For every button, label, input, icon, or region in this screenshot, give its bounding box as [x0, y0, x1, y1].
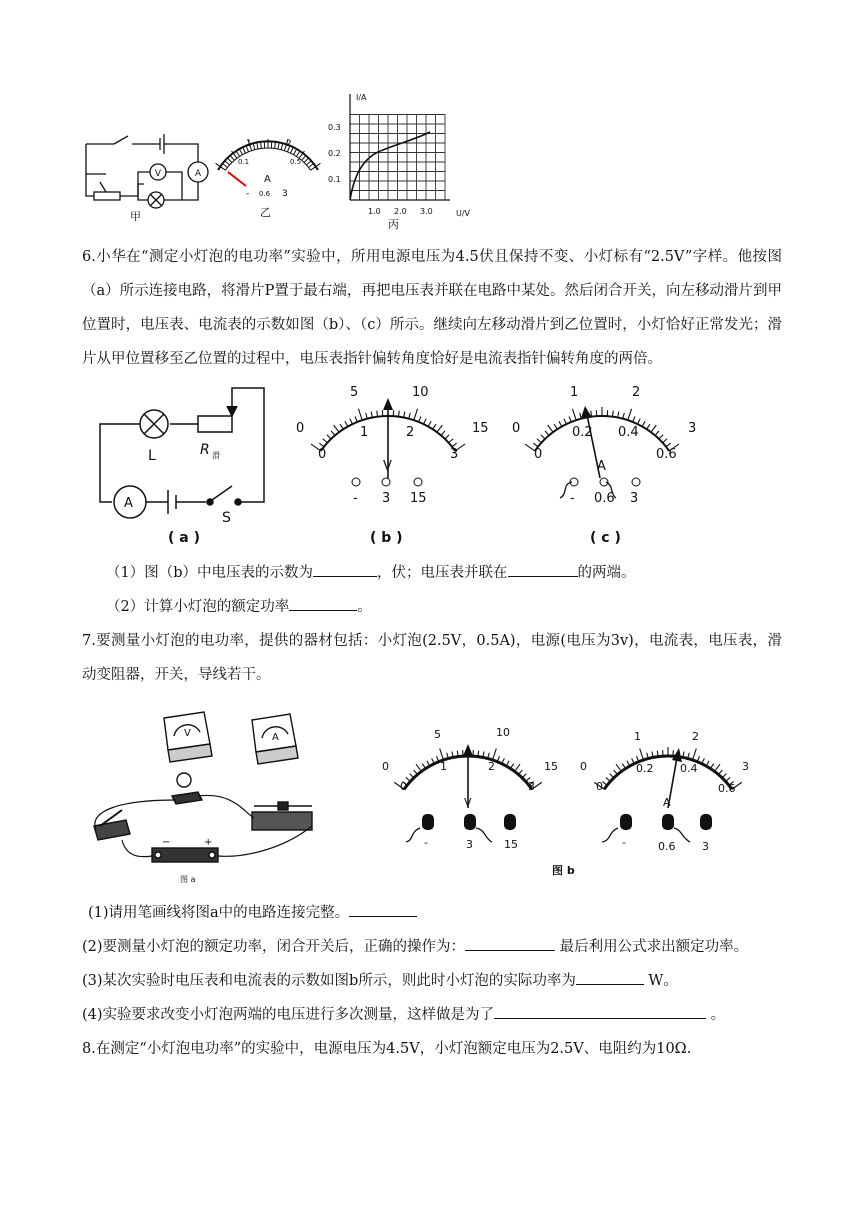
q6-sub1-text: （1）图（b）中电压表的示数为	[106, 565, 314, 581]
q6-b-outer-tick: 10	[412, 385, 429, 400]
q7-figure-b	[380, 724, 770, 880]
q7-s2-text: 最后利用公式求出额定功率。	[555, 939, 749, 955]
q7-v-inner-tick: 3	[528, 780, 535, 793]
label-yi: 乙	[260, 206, 271, 219]
q6-b-outer-tick: 0	[296, 421, 305, 436]
q6-b-terminal: 15	[410, 491, 427, 506]
q7-v-inner-tick: 2	[488, 760, 495, 773]
q7-v-terminal: 3	[466, 838, 473, 851]
q7-battery	[152, 848, 218, 862]
q6-sub2	[106, 590, 806, 624]
q6-sub2-text: 。	[357, 599, 372, 615]
graph-ylabel: I/A	[356, 93, 367, 102]
q7-a-unit: A	[663, 796, 671, 809]
answer-blank[interactable]	[576, 970, 644, 985]
q6-sub1-text: ，伏；电压表并联在	[377, 565, 508, 581]
q7-v-terminal: -	[424, 836, 428, 849]
q7-paragraph: 7.要测量小灯泡的电功率，提供的器材包括：小灯泡(2.5V，0.5A)，电源(电压为3v)，电流表，电压表，滑动变阻器，开关，导线若干。	[82, 633, 782, 683]
answer-blank[interactable]	[289, 596, 357, 611]
q8-paragraph: 8.在测定“小灯泡电功率”的实验中，电源电压为4.5V，小灯泡额定电压为2.5V、电阻约为10Ω.	[82, 1041, 692, 1057]
q6-c-outer-tick: 2	[632, 385, 641, 400]
graph-bing	[350, 94, 450, 200]
q7-s3	[82, 964, 782, 998]
q7-v-outer-tick: 15	[544, 760, 558, 773]
q6-c-inner-tick: 0	[534, 447, 543, 462]
q6-b-terminal: -	[353, 491, 358, 506]
q7-a-outer-tick: 3	[742, 760, 749, 773]
q6-paragraph: 6.小华在“测定小灯泡的电功率”实验中，所用电源电压为4.5伏且保持不变、小灯标有“2.5V”字样。他按图（a）所示连接电路，将滑片P置于最右端，再把电压表并联在电路中某处。然后闭合开关，向左移动滑片到甲位置时，电压表、电流表的示数如图（b）、（c）所示。继续向左移动滑片到乙位置时，小灯恰好正常发光；滑片从甲位置移至乙位置的过程中，电压表指针偏转角度恰好是电流表指针偏转角度的两倍。	[82, 249, 782, 367]
meter-yi-label: 3	[282, 189, 288, 199]
q7-s2-text: (2)要测量小灯泡的额定功率，闭合开关后，正确的操作为：	[82, 939, 466, 955]
label-jia: 甲	[130, 210, 141, 223]
q6-sub1	[106, 556, 806, 590]
q7-a-inner-tick: 0.4	[680, 762, 698, 775]
answer-blank[interactable]	[313, 562, 377, 577]
meter-yi-label: 0.6	[259, 190, 271, 198]
graph-ytick: 0.3	[328, 123, 341, 132]
answer-blank[interactable]	[465, 936, 555, 951]
q6-caption-b: ( b )	[370, 530, 403, 546]
q6-b-terminal: 3	[382, 491, 391, 506]
q7-a-terminal: -	[622, 836, 626, 849]
q7-v-terminal: 15	[504, 838, 518, 851]
q7-a-inner-tick: 0.2	[636, 762, 654, 775]
q7-s4-text: (4)实验要求改变小灯泡两端的电压进行多次测量，这样做是为了	[82, 1007, 495, 1023]
q7-v-inner-tick: 0	[400, 780, 407, 793]
q7-battery-plus: +	[204, 837, 213, 848]
q7-a-terminal: 3	[702, 840, 709, 853]
q6-b-inner-tick: 0	[318, 447, 327, 462]
q6-c-unit: A	[597, 459, 606, 474]
q7-a-outer-tick: 1	[634, 730, 641, 743]
svg-text:A: A	[194, 169, 202, 179]
q6-sub1-text: 的两端。	[577, 565, 636, 581]
svg-text:V: V	[154, 169, 162, 179]
answer-blank[interactable]	[494, 1004, 706, 1019]
figure-top	[78, 88, 478, 232]
graph-ytick: 0.1	[328, 175, 341, 184]
q6-c-inner-tick: 0.4	[618, 425, 639, 440]
q7-rheostat	[252, 802, 312, 830]
q7-s3-text: (3)某次实验时电压表和电流表的示数如图b所示，则此时小灯泡的实际功率为	[82, 973, 576, 989]
q6-b-inner-tick: 2	[406, 425, 415, 440]
q6-b-inner-tick: 3	[450, 447, 459, 462]
q7-fig-a-A: A	[272, 732, 279, 743]
q7-a-inner-tick: 0.6	[718, 782, 736, 795]
q6-c-outer-tick: 3	[688, 421, 697, 436]
meter-yi-label: 0.1	[238, 158, 250, 166]
q7-a-terminals	[620, 814, 712, 830]
q7-bulb	[172, 773, 202, 804]
graph-ytick: 0.2	[328, 149, 341, 158]
circuit-jia	[86, 134, 208, 208]
graph-xtick: 3.0	[420, 207, 433, 216]
meter-yi-label: 0.5	[290, 158, 302, 166]
q6-label-S: S	[222, 510, 231, 526]
q6-caption-c: ( c )	[590, 530, 621, 546]
q6-c-outer-tick: 0	[512, 421, 521, 436]
q7-a-outer-tick: 0	[580, 760, 587, 773]
q7-v-outer-tick: 5	[434, 728, 441, 741]
q7-a-terminal: 0.6	[658, 840, 676, 853]
q6-sub2-text: （2）计算小灯泡的额定功率	[106, 599, 290, 615]
q6-label-R: R	[200, 442, 210, 458]
meter-yi-label: -	[246, 189, 250, 199]
q7-s4-text: 。	[706, 1007, 726, 1023]
q7-battery-minus: −	[162, 837, 171, 848]
meter-yi-label: 2	[286, 139, 292, 149]
meter-yi-label: 1	[246, 139, 252, 149]
q7-caption-b: 图 b	[552, 864, 575, 877]
q7-fig-a-V: V	[184, 728, 191, 739]
q6-label-R-sub: 滑	[212, 451, 220, 460]
q6-caption-a: ( a )	[168, 530, 200, 546]
label-bing: 丙	[388, 218, 399, 231]
q7-s2	[82, 930, 782, 964]
q7-figure-a	[82, 700, 332, 886]
q6-c-inner-tick: 0.6	[656, 447, 677, 462]
q6-c-inner-tick: 0.2	[572, 425, 593, 440]
q6-label-L: L	[148, 448, 156, 464]
q6-b-outer-tick: 5	[350, 385, 359, 400]
q7-a-outer-tick: 2	[692, 730, 699, 743]
q7-a-inner-tick: 0	[596, 780, 603, 793]
q6-c-terminal: -	[570, 491, 575, 506]
q6-label-A: A	[124, 496, 133, 511]
q6-c-terminal: 3	[630, 491, 639, 506]
q6-b-unit: V	[383, 459, 392, 474]
q7-s1	[88, 896, 788, 930]
q6-c-terminal: 0.6	[594, 491, 615, 506]
q6-b-inner-tick: 1	[360, 425, 369, 440]
q7-caption-a: 图 a	[180, 875, 196, 884]
graph-xlabel: U/V	[456, 209, 471, 218]
q6-figure-row	[82, 378, 722, 554]
answer-blank[interactable]	[349, 902, 417, 917]
q7-v-unit: V	[464, 796, 472, 809]
q7-s1-text: (1)请用笔画线将图a中的电路连接完整。	[88, 905, 350, 921]
q7-v-outer-tick: 0	[382, 760, 389, 773]
q7-s4	[82, 998, 782, 1032]
graph-xtick: 2.0	[394, 207, 407, 216]
q6-b-outer-tick: 15	[472, 421, 489, 436]
q7-v-inner-tick: 1	[440, 760, 447, 773]
q7-s3-text: W。	[643, 973, 678, 989]
graph-xtick: 1.0	[368, 207, 381, 216]
answer-blank[interactable]	[508, 562, 578, 577]
q7-v-outer-tick: 10	[496, 726, 510, 739]
meter-yi-label: A	[264, 174, 271, 185]
q6-c-outer-tick: 1	[570, 385, 579, 400]
q7-v-terminals	[422, 814, 516, 830]
